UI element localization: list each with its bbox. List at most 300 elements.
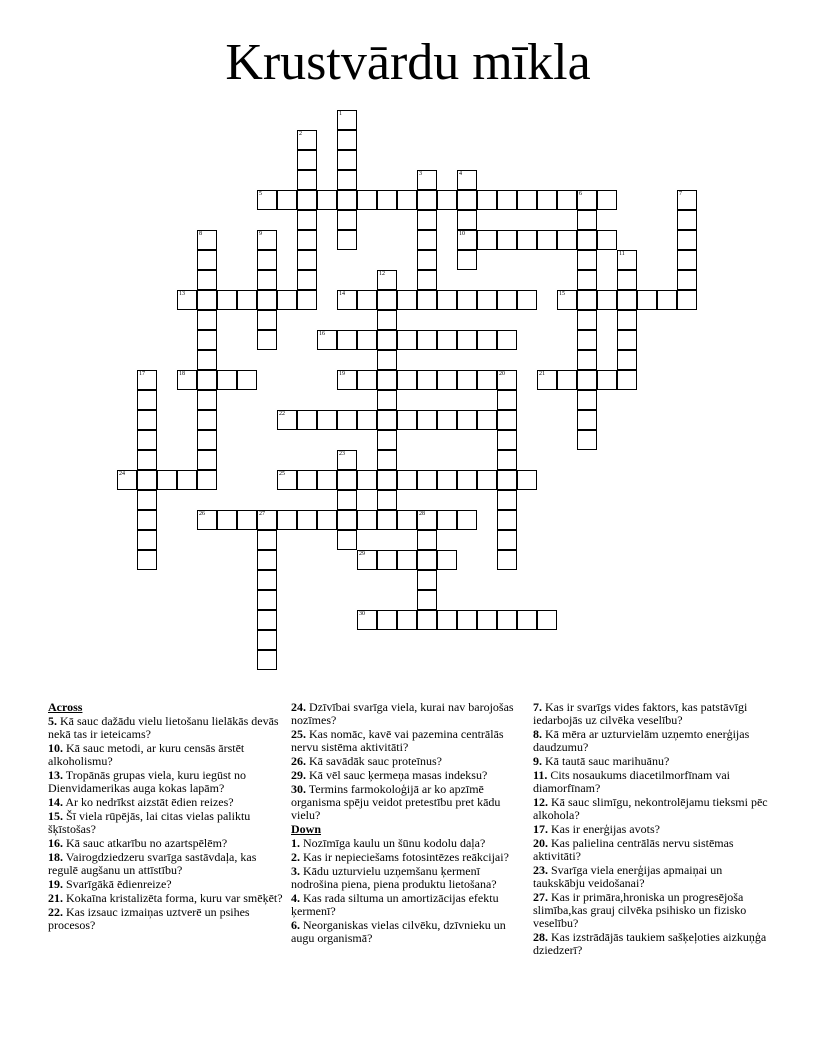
grid-cell[interactable] [417,270,437,290]
grid-cell[interactable] [137,410,157,430]
grid-cell[interactable] [417,610,437,630]
grid-cell[interactable] [377,490,397,510]
grid-cell[interactable] [317,410,337,430]
clue-item [533,891,768,930]
grid-cell[interactable] [337,490,357,510]
grid-cell[interactable] [337,450,357,470]
grid-cell[interactable] [517,470,537,490]
grid-cell[interactable] [597,230,617,250]
grid-cell[interactable] [537,230,557,250]
grid-cell[interactable] [677,210,697,230]
grid-cell[interactable] [257,270,277,290]
grid-cell[interactable] [357,550,377,570]
grid-cell[interactable] [677,230,697,250]
grid-cell[interactable] [437,370,457,390]
grid-cell[interactable] [437,550,457,570]
grid-cell[interactable] [257,630,277,650]
grid-cell[interactable] [617,370,637,390]
grid-cell[interactable] [197,410,217,430]
grid-cell[interactable] [617,270,637,290]
grid-cell[interactable] [277,470,297,490]
clue-text: Svarīgākā ēdienreize? [63,877,172,891]
grid-cell[interactable] [457,170,477,190]
grid-cell[interactable] [217,510,237,530]
grid-cell[interactable] [477,290,497,310]
grid-cell[interactable] [377,370,397,390]
grid-cell[interactable] [577,210,597,230]
grid-cell[interactable] [337,330,357,350]
clue-number: 24. [291,700,306,714]
grid-cell[interactable] [377,510,397,530]
cell-number: 23 [339,451,345,457]
clue-item [291,701,526,727]
grid-cell[interactable] [257,250,277,270]
grid-cell[interactable] [417,530,437,550]
grid-cell[interactable] [337,190,357,210]
grid-cell[interactable] [457,190,477,210]
clue-number: 2. [291,850,300,864]
across-clue-list-cont [291,701,526,822]
grid-cell[interactable] [397,470,417,490]
grid-cell[interactable] [497,290,517,310]
grid-cell[interactable] [477,410,497,430]
grid-cell[interactable] [657,290,677,310]
grid-cell[interactable] [137,490,157,510]
grid-cell[interactable] [197,390,217,410]
grid-cell[interactable] [577,270,597,290]
grid-cell[interactable] [397,410,417,430]
cell-number: 18 [179,371,185,377]
clue-text: Kas izstrādājās taukiem sašķeļoties aizkuņģa dziedzerī? [533,930,767,957]
clue-item [291,919,526,945]
grid-cell[interactable] [557,190,577,210]
grid-cell[interactable] [517,610,537,630]
grid-cell[interactable] [137,370,157,390]
grid-cell[interactable] [617,310,637,330]
grid-cell[interactable] [517,190,537,210]
clues-column-2 [291,701,526,946]
cell-number: 6 [579,191,582,197]
cell-number: 20 [499,371,505,377]
grid-cell[interactable] [677,190,697,210]
grid-cell[interactable] [417,550,437,570]
grid-cell[interactable] [397,610,417,630]
grid-cell[interactable] [377,470,397,490]
cell-number: 17 [139,371,145,377]
grid-cell[interactable] [197,310,217,330]
grid-cell[interactable] [577,290,597,310]
grid-cell[interactable] [577,310,597,330]
grid-cell[interactable] [557,230,577,250]
grid-cell[interactable] [417,230,437,250]
cell-number: 14 [339,291,345,297]
grid-cell[interactable] [417,330,437,350]
grid-cell[interactable] [197,350,217,370]
clue-text: Kas palielina centrālās nervu sistēmas aktivitāti? [533,836,734,863]
clue-text: Kā sauc atkarību no azartspēlēm? [63,836,228,850]
grid-cell[interactable] [197,450,217,470]
grid-cell[interactable] [437,190,457,210]
grid-cell[interactable] [297,230,317,250]
clue-number: 4. [291,891,300,905]
grid-cell[interactable] [397,290,417,310]
clue-item [48,769,283,795]
grid-cell[interactable] [677,270,697,290]
grid-cell[interactable] [377,450,397,470]
grid-cell[interactable] [357,370,377,390]
clue-text: Kā sauc slimīgu, nekontrolējamu tieksmi pēc alkohola? [533,795,768,822]
grid-cell[interactable] [577,190,597,210]
clue-item [48,851,283,877]
grid-cell[interactable] [337,130,357,150]
grid-cell[interactable] [577,430,597,450]
grid-cell[interactable] [497,330,517,350]
grid-cell[interactable] [377,610,397,630]
grid-cell[interactable] [377,430,397,450]
grid-cell[interactable] [257,330,277,350]
clue-text: Kā savādāk sauc proteīnus? [306,754,442,768]
clue-item [291,851,526,864]
grid-cell[interactable] [377,330,397,350]
cell-number: 19 [339,371,345,377]
grid-cell[interactable] [497,370,517,390]
clue-text: Nozīmīga kaulu un šūnu kodolu daļa? [300,836,486,850]
grid-cell[interactable] [417,470,437,490]
grid-cell[interactable] [377,270,397,290]
grid-cell[interactable] [637,290,657,310]
grid-cell[interactable] [197,250,217,270]
grid-cell[interactable] [257,550,277,570]
grid-cell[interactable] [377,290,397,310]
grid-cell[interactable] [337,530,357,550]
grid-cell[interactable] [597,370,617,390]
grid-cell[interactable] [237,370,257,390]
clue-number: 19. [48,877,63,891]
grid-cell[interactable] [417,410,437,430]
clue-item [533,823,768,836]
grid-cell[interactable] [297,250,317,270]
clue-number: 7. [533,700,542,714]
grid-cell[interactable] [357,190,377,210]
grid-cell[interactable] [177,370,197,390]
clue-number: 11. [533,768,548,782]
grid-cell[interactable] [337,290,357,310]
grid-cell[interactable] [437,290,457,310]
grid-cell[interactable] [557,370,577,390]
grid-cell[interactable] [257,530,277,550]
grid-cell[interactable] [137,530,157,550]
grid-cell[interactable] [457,230,477,250]
grid-cell[interactable] [457,610,477,630]
clue-item [533,755,768,768]
grid-cell[interactable] [457,470,477,490]
grid-cell[interactable] [337,470,357,490]
grid-cell[interactable] [197,370,217,390]
grid-cell[interactable] [577,230,597,250]
grid-cell[interactable] [457,330,477,350]
grid-cell[interactable] [337,110,357,130]
clue-item [48,906,283,932]
grid-cell[interactable] [177,470,197,490]
grid-cell[interactable] [197,230,217,250]
grid-cell[interactable] [497,510,517,530]
grid-cell[interactable] [257,650,277,670]
grid-cell[interactable] [497,390,517,410]
grid-cell[interactable] [137,390,157,410]
cell-number: 27 [259,511,265,517]
clue-text: Kokaīna kristalizēta forma, kuru var smēķēt? [63,891,283,905]
grid-cell[interactable] [337,510,357,530]
grid-cell[interactable] [257,510,277,530]
grid-cell[interactable] [677,290,697,310]
down-clue-list-cont [533,701,768,957]
grid-cell[interactable] [377,410,397,430]
clue-number: 28. [533,930,548,944]
grid-cell[interactable] [317,510,337,530]
grid-cell[interactable] [537,370,557,390]
grid-cell[interactable] [297,150,317,170]
clue-number: 17. [533,822,548,836]
grid-cell[interactable] [377,190,397,210]
grid-cell[interactable] [297,170,317,190]
clue-text: Kā sauc dažādu vielu lietošanu lielākās devās nekā tas ir ieteicams? [48,714,279,741]
grid-cell[interactable] [477,610,497,630]
grid-cell[interactable] [397,370,417,390]
clue-item [291,783,526,822]
grid-cell[interactable] [517,290,537,310]
clues-column-1 [48,701,283,933]
grid-cell[interactable] [617,290,637,310]
grid-cell[interactable] [157,470,177,490]
cell-number: 26 [199,511,205,517]
grid-cell[interactable] [537,190,557,210]
grid-cell[interactable] [537,610,557,630]
grid-cell[interactable] [577,330,597,350]
grid-cell[interactable] [397,510,417,530]
grid-cell[interactable] [417,570,437,590]
grid-cell[interactable] [597,290,617,310]
grid-cell[interactable] [497,530,517,550]
grid-cell[interactable] [137,450,157,470]
grid-cell[interactable] [277,410,297,430]
clue-item [533,769,768,795]
clue-text: Termins farmokoloģijā ar ko apzīmē organisma spēju veidot pretestību pret kādu vielu? [291,782,501,822]
grid-cell[interactable] [457,510,477,530]
grid-cell[interactable] [117,470,137,490]
grid-cell[interactable] [497,550,517,570]
grid-cell[interactable] [197,270,217,290]
grid-cell[interactable] [497,450,517,470]
grid-cell[interactable] [597,190,617,210]
grid-cell[interactable] [457,250,477,270]
grid-cell[interactable] [497,490,517,510]
grid-cell[interactable] [497,470,517,490]
grid-cell[interactable] [317,470,337,490]
grid-cell[interactable] [497,430,517,450]
grid-cell[interactable] [197,290,217,310]
grid-cell[interactable] [197,470,217,490]
grid-cell[interactable] [257,610,277,630]
grid-cell[interactable] [297,470,317,490]
grid-cell[interactable] [357,290,377,310]
clue-text: Kas nomāc, kavē vai pazemina centrālās nervu sistēma aktivitāti? [291,727,504,754]
grid-cell[interactable] [137,510,157,530]
grid-cell[interactable] [377,550,397,570]
grid-cell[interactable] [277,510,297,530]
across-heading: Across [48,700,83,714]
cell-number: 22 [279,411,285,417]
clue-number: 14. [48,795,63,809]
cell-number: 8 [199,231,202,237]
grid-cell[interactable] [477,470,497,490]
clue-text: Kā sauc metodi, ar kuru censās ārstēt alkoholismu? [48,741,245,768]
grid-cell[interactable] [297,410,317,430]
grid-cell[interactable] [197,510,217,530]
grid-cell[interactable] [437,510,457,530]
grid-cell[interactable] [217,370,237,390]
clue-item [48,892,283,905]
grid-cell[interactable] [577,410,597,430]
grid-cell[interactable] [417,210,437,230]
grid-cell[interactable] [297,290,317,310]
grid-cell[interactable] [417,190,437,210]
clue-number: 23. [533,863,548,877]
grid-cell[interactable] [577,370,597,390]
grid-cell[interactable] [357,410,377,430]
grid-cell[interactable] [337,230,357,250]
grid-cell[interactable] [477,330,497,350]
grid-cell[interactable] [297,510,317,530]
grid-cell[interactable] [257,590,277,610]
clue-item [48,742,283,768]
clue-item [533,796,768,822]
grid-cell[interactable] [337,210,357,230]
clue-item [533,837,768,863]
grid-cell[interactable] [257,570,277,590]
grid-cell[interactable] [337,170,357,190]
grid-cell[interactable] [557,290,577,310]
grid-cell[interactable] [497,410,517,430]
grid-cell[interactable] [417,250,437,270]
grid-cell[interactable] [257,190,277,210]
clue-number: 9. [533,754,542,768]
grid-cell[interactable] [457,370,477,390]
grid-cell[interactable] [497,190,517,210]
grid-cell[interactable] [517,230,537,250]
grid-cell[interactable] [337,150,357,170]
grid-cell[interactable] [397,330,417,350]
grid-cell[interactable] [297,270,317,290]
grid-cell[interactable] [297,130,317,150]
grid-cell[interactable] [357,510,377,530]
grid-cell[interactable] [577,350,597,370]
grid-cell[interactable] [137,470,157,490]
clue-item [291,755,526,768]
grid-cell[interactable] [617,330,637,350]
grid-cell[interactable] [377,390,397,410]
grid-cell[interactable] [577,390,597,410]
grid-cell[interactable] [377,350,397,370]
grid-cell[interactable] [137,550,157,570]
grid-cell[interactable] [477,370,497,390]
cell-number: 28 [419,511,425,517]
grid-cell[interactable] [417,510,437,530]
grid-cell[interactable] [477,190,497,210]
grid-cell[interactable] [497,230,517,250]
grid-cell[interactable] [437,410,457,430]
grid-cell[interactable] [397,550,417,570]
grid-cell[interactable] [457,210,477,230]
cell-number: 16 [319,331,325,337]
grid-cell[interactable] [457,290,477,310]
down-clue-list [291,837,526,945]
grid-cell[interactable] [237,290,257,310]
grid-cell[interactable] [417,290,437,310]
grid-cell[interactable] [197,330,217,350]
cell-number: 7 [679,191,682,197]
grid-cell[interactable] [437,470,457,490]
grid-cell[interactable] [337,410,357,430]
grid-cell[interactable] [357,610,377,630]
cell-number: 2 [299,131,302,137]
grid-cell[interactable] [237,510,257,530]
grid-cell[interactable] [497,610,517,630]
grid-cell[interactable] [317,190,337,210]
clue-item [48,837,283,850]
clue-text: Kas izsauc izmaiņas uztverē un psihes procesos? [48,905,250,932]
cell-number: 12 [379,271,385,277]
grid-cell[interactable] [357,470,377,490]
grid-cell[interactable] [297,190,317,210]
clue-item [291,728,526,754]
grid-cell[interactable] [477,230,497,250]
grid-cell[interactable] [217,290,237,310]
grid-cell[interactable] [277,290,297,310]
clue-number: 22. [48,905,63,919]
grid-cell[interactable] [257,290,277,310]
grid-cell[interactable] [337,370,357,390]
clue-number: 18. [48,850,63,864]
grid-cell[interactable] [437,610,457,630]
cell-number: 13 [179,291,185,297]
grid-cell[interactable] [457,410,477,430]
grid-cell[interactable] [397,190,417,210]
grid-cell[interactable] [437,330,457,350]
clue-number: 8. [533,727,542,741]
clue-text: Svarīga viela enerģijas apmaiņai un taukskābju veidošanai? [533,863,723,890]
grid-cell[interactable] [257,230,277,250]
grid-cell[interactable] [377,310,397,330]
grid-cell[interactable] [417,170,437,190]
grid-cell[interactable] [257,310,277,330]
grid-cell[interactable] [617,250,637,270]
grid-cell[interactable] [357,330,377,350]
grid-cell[interactable] [277,190,297,210]
grid-cell[interactable] [137,430,157,450]
grid-cell[interactable] [317,330,337,350]
grid-cell[interactable] [677,250,697,270]
grid-cell[interactable] [577,250,597,270]
grid-cell[interactable] [197,430,217,450]
clue-number: 1. [291,836,300,850]
clue-text: Šī viela rūpējās, lai citas vielas paliktu šķīstošas? [48,809,251,836]
grid-cell[interactable] [177,290,197,310]
clue-item [291,769,526,782]
grid-cell[interactable] [297,210,317,230]
grid-cell[interactable] [417,590,437,610]
grid-cell[interactable] [617,350,637,370]
grid-cell[interactable] [417,370,437,390]
